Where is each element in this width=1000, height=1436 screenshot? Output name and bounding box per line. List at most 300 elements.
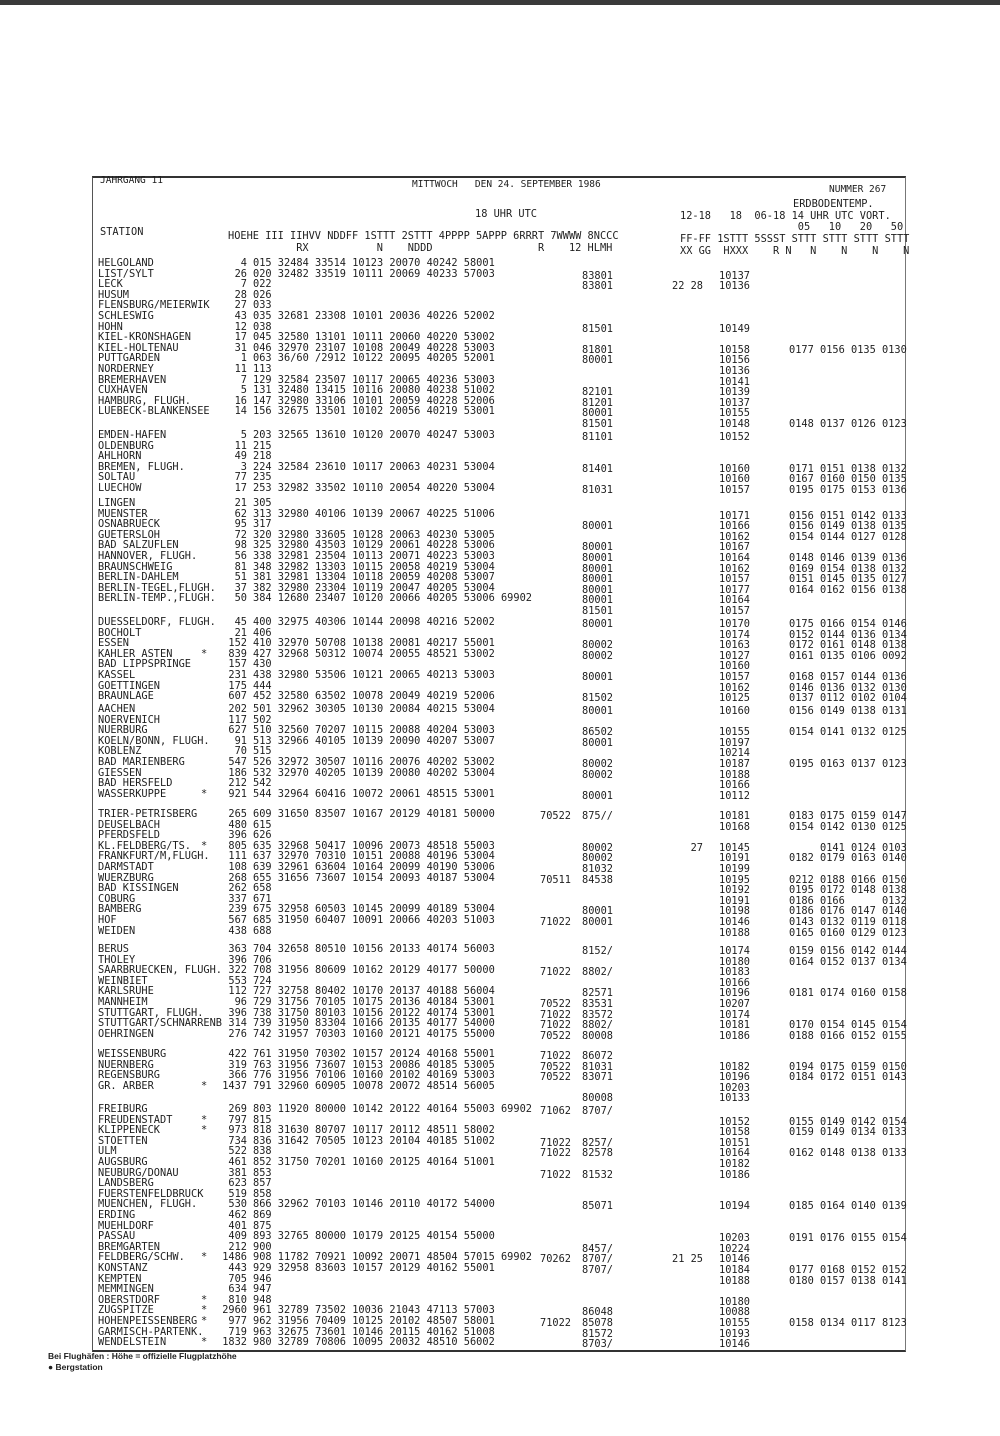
station-name: GUETERSLOH xyxy=(98,528,160,541)
station-name: NOERVENICH xyxy=(98,713,160,726)
station-observation-data: 253 32982 33502 10110 20054 40220 53004 xyxy=(253,482,495,494)
reading-1sttt: 10164 xyxy=(719,552,750,564)
reading-1sttt: 10193 xyxy=(719,1327,750,1340)
station-observation-data: 626 xyxy=(253,829,272,842)
station-name: MUENCHEN, FLUGH. xyxy=(98,1198,198,1211)
reading-1sttt: 10177 xyxy=(719,583,750,596)
station-elevation: 2960 xyxy=(222,1304,247,1317)
reading-8nccc: 8802/ xyxy=(582,966,613,979)
station-elevation: 547 xyxy=(228,756,247,768)
station-observation-data: 836 31642 70505 10123 20104 40185 51002 xyxy=(253,1134,495,1147)
reading-soil-temps: 0195 0175 0153 0136 xyxy=(789,484,907,496)
reading-8nccc: 80001 xyxy=(582,736,613,749)
station-observation-data: 501 32962 30305 10130 20084 40215 53004 xyxy=(253,703,495,715)
station-elevation: 396 xyxy=(228,1006,247,1019)
station-observation-data: 026 xyxy=(253,288,272,301)
reading-1sttt: 10174 xyxy=(719,628,750,641)
reading-8nccc: 8802/ xyxy=(582,1019,613,1032)
reading-1sttt: 10191 xyxy=(719,894,750,907)
reading-7wwww: 71022 xyxy=(540,1050,571,1062)
reading-8nccc: 80002 xyxy=(582,649,613,662)
station-elevation: 443 xyxy=(228,1262,247,1274)
reading-8nccc: 81501 xyxy=(582,605,613,617)
reading-1sttt: 10180 xyxy=(719,1295,750,1308)
reading-soil-temps: 0146 0136 0132 0130 xyxy=(789,681,907,694)
reading-8nccc: 80008 xyxy=(582,1029,613,1042)
station-name: SCHLESWIG xyxy=(98,310,154,322)
station-observation-data: 038 xyxy=(253,320,272,333)
reading-8nccc: 82571 xyxy=(582,987,613,1000)
station-observation-data: 381 32981 13304 10118 20059 40208 53007 xyxy=(253,571,495,584)
station-elevation: 319 xyxy=(228,1058,247,1071)
reading-8nccc: 80002 xyxy=(582,852,613,865)
station-name: OBERSTDORF xyxy=(98,1293,160,1306)
reading-8nccc: 83071 xyxy=(582,1071,613,1084)
station-name: GARMISCH-PARTENK. xyxy=(98,1325,204,1338)
station-name: KASSEL xyxy=(98,669,136,681)
reading-7wwww: 71022 xyxy=(540,1147,571,1160)
station-elevation: 396 xyxy=(228,829,247,842)
station-observation-data: 761 31950 70302 10157 20124 40168 55001 xyxy=(253,1048,495,1060)
station-observation-data: 063 36/60 /2912 10122 20095 40205 52001 xyxy=(253,352,495,365)
reading-1sttt: 10187 xyxy=(719,758,750,770)
reading-1sttt: 10157 xyxy=(719,573,750,586)
reading-soil-temps: 0154 0142 0130 0125 xyxy=(789,820,907,833)
station-name: KL.FELDBERG/TS. xyxy=(98,839,191,852)
reading-1sttt: 10146 xyxy=(719,916,750,928)
station-name: TRIER-PETRISBERG xyxy=(98,808,198,820)
station-name: LUECHOW xyxy=(98,482,142,494)
station-elevation: 21 xyxy=(234,497,247,509)
station-name: BAMBERG xyxy=(98,903,142,916)
station-observation-data: 035 32681 23308 10101 20036 40226 52002 xyxy=(253,310,495,322)
station-name: ERDING xyxy=(98,1209,136,1221)
reading-soil-temps: 0171 0151 0138 0132 xyxy=(789,462,907,475)
reading-soil-temps: 0167 0160 0150 0135 xyxy=(789,473,907,486)
station-elevation: 366 xyxy=(228,1069,247,1082)
station-observation-data: 639 32961 63604 10164 20099 40190 53006 xyxy=(253,861,495,873)
reading-soil-temps: 0180 0157 0138 0141 xyxy=(789,1274,907,1287)
reading-soil-temps: 0156 0149 0138 0135 xyxy=(789,520,907,533)
station-elevation: 5 xyxy=(240,429,247,441)
station-observation-data: 724 xyxy=(253,974,272,987)
volume-label: JAHRGANG 11 xyxy=(100,175,163,186)
station-observation-data: 113 xyxy=(253,363,272,375)
station-name: OLDENBURG xyxy=(98,439,154,452)
issue-number: NUMMER 267 xyxy=(829,184,887,195)
reading-soil-temps: 0164 0162 0156 0138 xyxy=(789,583,907,596)
station-elevation: 522 xyxy=(228,1145,247,1158)
reading-8nccc: 80001 xyxy=(582,583,613,596)
reading-1sttt: 10139 xyxy=(719,386,750,399)
station-observation-data: 022 xyxy=(253,278,272,291)
station-name: LANDSBERG xyxy=(98,1177,154,1190)
station-elevation: 72 xyxy=(234,528,247,541)
reading-wind-gust: 27 xyxy=(672,841,703,854)
station-observation-data: 671 xyxy=(253,892,272,905)
station-name: BERLIN-DAHLEM xyxy=(98,571,179,584)
reading-1sttt: 10174 xyxy=(719,945,750,957)
reading-8nccc: 83572 xyxy=(582,1008,613,1021)
station-name: KONSTANZ xyxy=(98,1262,148,1274)
station-elevation: 623 xyxy=(228,1177,247,1190)
station-elevation: 268 xyxy=(228,871,247,884)
station-elevation: 45 xyxy=(234,616,247,628)
station-name: GIESSEN xyxy=(98,766,142,779)
reading-1sttt: 10160 xyxy=(719,660,750,673)
station-observation-data: 675 32958 60503 10145 20099 40189 53004 xyxy=(253,903,495,916)
reading-1sttt: 10166 xyxy=(719,520,750,533)
station-name: BAD MARIENBERG xyxy=(98,756,185,768)
station-elevation: 530 xyxy=(228,1198,247,1211)
station-observation-data: 947 xyxy=(253,1283,272,1296)
column-codes-line1: HOEHE III IIHVV NDDFF 1STTT 2STTT 4PPPP 5APPP 6RRRT 7WWWW 8NCCC xyxy=(228,230,619,242)
reading-7wwww: 71022 xyxy=(540,1019,571,1032)
station-observation-data: 858 xyxy=(253,1187,272,1200)
station-elevation: 231 xyxy=(228,669,247,681)
station-elevation: 839 xyxy=(228,647,247,660)
station-name: DEUSELBACH xyxy=(98,818,160,831)
station-name: MUEHLDORF xyxy=(98,1219,154,1232)
station-observation-data: 400 32975 40306 10144 20098 40216 52002 xyxy=(253,616,495,628)
station-elevation: 111 xyxy=(228,850,247,863)
reading-soil-temps: 0141 0124 0103 xyxy=(789,841,907,854)
station-observation-data: 869 xyxy=(253,1209,272,1221)
station-observation-data: 635 32968 50417 10096 20073 48518 55003 xyxy=(253,839,495,852)
reading-1sttt: 10163 xyxy=(719,639,750,652)
reading-8nccc: 80008 xyxy=(582,1092,613,1105)
station-observation-data: 406 xyxy=(253,626,272,639)
station-elevation: 17 xyxy=(234,482,247,494)
mountain-station-marker: * xyxy=(201,1315,208,1327)
station-name: LUEBECK-BLANKENSEE xyxy=(98,405,210,418)
station-elevation: 5 xyxy=(240,384,247,397)
station-name: COBURG xyxy=(98,892,136,905)
station-name: REGENSBURG xyxy=(98,1069,160,1082)
station-observation-data: 156 32675 13501 10102 20056 40219 53001 xyxy=(253,405,495,418)
reading-8nccc: 84538 xyxy=(582,873,613,886)
station-elevation: 607 xyxy=(228,690,247,703)
station-observation-data: 513 32966 40105 10139 20090 40207 53007 xyxy=(253,734,495,747)
station-name: KEMPTEN xyxy=(98,1272,142,1285)
reading-1sttt: 10088 xyxy=(719,1306,750,1319)
station-elevation: 49 xyxy=(234,450,247,463)
station-name: AHLHORN xyxy=(98,450,142,463)
station-observation-data: 313 32980 40106 10139 20067 40225 51006 xyxy=(253,507,495,520)
reading-soil-temps: 0165 0160 0129 0123 xyxy=(789,926,907,939)
reading-1sttt: 10156 xyxy=(719,354,750,367)
reading-8nccc: 81201 xyxy=(582,396,613,409)
bulletin-frame xyxy=(92,176,906,1352)
station-observation-data: 515 xyxy=(253,745,272,758)
reading-8nccc: 83801 xyxy=(582,280,613,293)
station-elevation: 70 xyxy=(234,745,247,758)
mountain-station-marker: * xyxy=(201,787,208,800)
reading-soil-temps: 0212 0188 0166 0150 xyxy=(789,873,907,886)
reading-7wwww: 71022 xyxy=(540,1008,571,1021)
reading-8nccc: 81401 xyxy=(582,462,613,475)
station-name: LIST/SYLT xyxy=(98,267,154,280)
reading-1sttt: 10152 xyxy=(719,1115,750,1128)
station-observation-data: 852 31750 70201 10160 20125 40164 51001 xyxy=(253,1156,495,1168)
station-name: BERUS xyxy=(98,943,129,955)
station-elevation: 175 xyxy=(228,679,247,692)
station-elevation: 977 xyxy=(228,1315,247,1327)
reading-8nccc: 81501 xyxy=(582,418,613,430)
reading-1sttt: 10146 xyxy=(719,1338,750,1351)
reading-soil-temps: 0188 0166 0152 0155 xyxy=(789,1029,907,1042)
station-name: MUENSTER xyxy=(98,507,148,520)
reading-1sttt: 10137 xyxy=(719,269,750,282)
reading-soil-temps: 0191 0176 0155 0154 xyxy=(789,1232,907,1245)
station-observation-data: 962 31956 70409 10125 20102 48507 58001 xyxy=(253,1315,495,1327)
station-name: HELGOLAND xyxy=(98,257,154,269)
station-observation-data: 637 32970 70310 10151 20088 40196 53004 xyxy=(253,850,495,863)
reading-8nccc: 8707/ xyxy=(582,1264,613,1276)
station-observation-data: 706 xyxy=(253,953,272,966)
station-elevation: 1 xyxy=(240,352,247,365)
reading-1sttt: 10214 xyxy=(719,747,750,760)
reading-1sttt: 10160 xyxy=(719,705,750,717)
station-observation-data: 338 32981 23504 10113 20071 40223 53003 xyxy=(253,550,495,562)
station-elevation: 37 xyxy=(234,581,247,594)
reading-8nccc: 8703/ xyxy=(582,1338,613,1351)
station-name: HUSUM xyxy=(98,288,129,301)
station-observation-data: 438 32980 53506 10121 20065 40213 53003 xyxy=(253,669,495,681)
station-name: BAD SALZUFLEN xyxy=(98,539,179,552)
mountain-station-marker: * xyxy=(201,1113,208,1126)
station-observation-data: 305 xyxy=(253,497,272,509)
station-observation-data: 838 xyxy=(253,1145,272,1158)
station-elevation: 98 xyxy=(234,539,247,552)
reading-7wwww: 70522 xyxy=(540,810,571,822)
station-observation-data: 410 32970 50708 10138 20081 40217 55001 xyxy=(253,637,495,650)
footnote-airports: Bei Flughäfen : Höhe = offizielle Flugplatzhöhe xyxy=(48,1351,237,1361)
station-observation-data: 727 32758 80402 10170 20137 40188 56004 xyxy=(253,985,495,998)
station-elevation: 797 xyxy=(228,1113,247,1126)
station-name: SOLTAU xyxy=(98,471,136,484)
station-elevation: 921 xyxy=(228,787,247,800)
station-elevation: 152 xyxy=(228,637,247,650)
station-elevation: 56 xyxy=(234,550,247,562)
reading-1sttt: 10166 xyxy=(719,779,750,792)
reading-soil-temps: 0183 0175 0159 0147 xyxy=(789,810,907,822)
reading-8nccc: 80002 xyxy=(582,768,613,781)
station-name: HOHENPEISSENBERG xyxy=(98,1315,198,1327)
station-elevation: 77 xyxy=(234,471,247,484)
station-elevation: 21 xyxy=(234,626,247,639)
reading-8nccc: 80001 xyxy=(582,552,613,564)
station-name: KIEL-HOLTENAU xyxy=(98,341,179,354)
reading-8nccc: 80001 xyxy=(582,705,613,717)
station-observation-data: 015 32484 33514 10123 20070 40242 58001 xyxy=(253,257,495,269)
station-name: PUTTGARDEN xyxy=(98,352,160,365)
reading-7wwww: 71022 xyxy=(540,1317,571,1329)
station-elevation: 314 xyxy=(228,1017,247,1030)
station-name: KOBLENZ xyxy=(98,745,142,758)
station-name: BRAUNSCHWEIG xyxy=(98,560,173,573)
mountain-station-marker: * xyxy=(201,1293,208,1306)
reading-1sttt: 10155 xyxy=(719,407,750,420)
station-observation-data: 742 31957 70303 10160 20121 40175 55000 xyxy=(253,1027,495,1040)
reading-8nccc: 81502 xyxy=(582,692,613,705)
station-elevation: 519 xyxy=(228,1187,247,1200)
station-name: PFERDSFELD xyxy=(98,829,160,842)
reading-1sttt: 10152 xyxy=(719,431,750,443)
reading-8nccc: 80001 xyxy=(582,354,613,367)
station-observation-data: 215 xyxy=(253,439,272,452)
station-name: BERLIN-TEGEL,FLUGH. xyxy=(98,581,216,594)
station-elevation: 50 xyxy=(234,592,247,605)
station-elevation: 1486 xyxy=(222,1251,247,1264)
station-elevation: 322 xyxy=(228,964,247,977)
reading-8nccc: 82578 xyxy=(582,1147,613,1160)
station-elevation: 212 xyxy=(228,777,247,790)
reading-soil-temps: 0186 0166 0132 xyxy=(789,894,907,907)
reading-1sttt: 10181 xyxy=(719,1019,750,1032)
reading-8nccc: 81532 xyxy=(582,1168,613,1181)
station-name: BREMEN, FLUGH. xyxy=(98,460,185,473)
reading-8nccc: 80002 xyxy=(582,639,613,652)
reading-1sttt: 10137 xyxy=(719,396,750,409)
reading-soil-temps: 0195 0172 0148 0138 xyxy=(789,884,907,897)
station-name: KIEL-KRONSHAGEN xyxy=(98,331,191,344)
reading-1sttt: 10157 xyxy=(719,605,750,617)
reading-1sttt: 10158 xyxy=(719,343,750,356)
reading-soil-temps: 0152 0144 0136 0134 xyxy=(789,628,907,641)
station-name: HAMBURG, FLUGH. xyxy=(98,394,191,407)
station-observation-data: 739 31950 83304 10166 20135 40177 54000 xyxy=(253,1017,495,1030)
reading-1sttt: 10164 xyxy=(719,1147,750,1160)
reading-8nccc: 81572 xyxy=(582,1327,613,1340)
mountain-station-marker: * xyxy=(201,1304,208,1317)
station-elevation: 567 xyxy=(228,914,247,926)
reading-soil-temps: 0168 0157 0144 0136 xyxy=(789,671,907,683)
reading-1sttt: 10136 xyxy=(719,365,750,377)
mountain-station-marker: * xyxy=(201,647,208,660)
station-observation-data: 929 32958 83603 10157 20129 40162 55001 xyxy=(253,1262,495,1274)
station-name: GOETTINGEN xyxy=(98,679,160,692)
reading-8nccc: 86072 xyxy=(582,1050,613,1062)
mountain-station-marker: * xyxy=(201,1079,208,1092)
right-header-line4: XX GG HXXX R N N N N N xyxy=(680,245,910,257)
station-observation-data: 980 32789 70806 10095 20032 48510 56002 xyxy=(253,1336,495,1349)
station-name: OEHRINGEN xyxy=(98,1027,154,1040)
station-name: FELDBERG/SCHW. xyxy=(98,1251,185,1264)
station-name: NUERBURG xyxy=(98,724,148,737)
station-name: NUERNBERG xyxy=(98,1058,154,1071)
mountain-station-marker: * xyxy=(201,1124,208,1137)
reading-1sttt: 10181 xyxy=(719,810,750,822)
reading-7wwww: 70522 xyxy=(540,1029,571,1042)
station-observation-data: 963 32675 73601 10146 20115 40162 51008 xyxy=(253,1325,495,1338)
station-name: FLENSBURG/MEIERWIK xyxy=(98,299,210,312)
reading-soil-temps: 0194 0175 0159 0150 xyxy=(789,1060,907,1073)
reading-7wwww: 70511 xyxy=(540,873,571,886)
station-elevation: 95 xyxy=(234,518,247,531)
reading-1sttt: 10198 xyxy=(719,905,750,918)
station-name: NEUBURG/DONAU xyxy=(98,1166,179,1179)
reading-1sttt: 10199 xyxy=(719,863,750,875)
reading-1sttt: 10162 xyxy=(719,681,750,694)
station-observation-data: 320 32980 33605 10128 20063 40230 53005 xyxy=(253,528,495,541)
right-header-line3: FF-FF 1STTT 5SSST STTT STTT STTT STTT xyxy=(680,233,910,245)
station-elevation: 7 xyxy=(240,373,247,386)
station-name: FREIBURG xyxy=(98,1103,148,1115)
station-name: AUGSBURG xyxy=(98,1156,148,1168)
station-elevation: 11 xyxy=(234,363,247,375)
station-name: FREUDENSTADT xyxy=(98,1113,173,1126)
station-observation-data: 738 31750 80103 10156 20122 40174 53001 xyxy=(253,1006,495,1019)
station-elevation: 3 xyxy=(240,460,247,473)
station-name: STUTTGART/SCHNARRENB xyxy=(98,1017,222,1030)
reading-7wwww: 70262 xyxy=(540,1253,571,1266)
station-observation-data: 384 12680 23407 10120 20066 40205 53006 69902 xyxy=(253,592,532,605)
reading-8nccc: 81801 xyxy=(582,343,613,356)
reading-1sttt: 10182 xyxy=(719,1158,750,1170)
reading-7wwww: 71022 xyxy=(540,1136,571,1149)
reading-1sttt: 10196 xyxy=(719,987,750,1000)
station-name: WEISSENBURG xyxy=(98,1048,167,1060)
station-elevation: 265 xyxy=(228,808,247,820)
station-name: ESSEN xyxy=(98,637,129,650)
station-observation-data: 532 32970 40205 10139 20080 40202 53004 xyxy=(253,766,495,779)
reading-7wwww: 71062 xyxy=(540,1105,571,1117)
station-elevation: 462 xyxy=(228,1209,247,1221)
reading-soil-temps: 0185 0164 0140 0139 xyxy=(789,1200,907,1213)
reading-8nccc: 81101 xyxy=(582,431,613,443)
station-elevation: 396 xyxy=(228,953,247,966)
reading-1sttt: 10188 xyxy=(719,768,750,781)
reading-8nccc: 8457/ xyxy=(582,1242,613,1255)
station-elevation: 31 xyxy=(234,341,247,354)
reading-8nccc: 80001 xyxy=(582,573,613,586)
station-elevation: 422 xyxy=(228,1048,247,1060)
reading-1sttt: 10224 xyxy=(719,1242,750,1255)
reading-8nccc: 81032 xyxy=(582,863,613,875)
station-elevation: 26 xyxy=(234,267,247,280)
station-elevation: 27 xyxy=(234,299,247,312)
reading-8nccc: 81501 xyxy=(582,322,613,335)
station-observation-data: 348 32982 13303 10115 20058 40219 53004 xyxy=(253,560,495,573)
reading-soil-temps: 0159 0156 0142 0144 xyxy=(789,945,907,957)
reading-7wwww: 70522 xyxy=(540,1060,571,1073)
station-name: BOCHOLT xyxy=(98,626,142,639)
station-observation-data: 704 32658 80510 10156 20133 40174 56003 xyxy=(253,943,495,955)
station-elevation: 262 xyxy=(228,882,247,895)
reading-1sttt: 10155 xyxy=(719,726,750,739)
reading-1sttt: 10160 xyxy=(719,473,750,486)
soil-temp-header: ERDBODENTEMP. xyxy=(793,198,874,210)
reading-1sttt: 10149 xyxy=(719,322,750,335)
station-observation-data: 708 31956 80609 10162 20129 40177 50000 xyxy=(253,964,495,977)
station-name: BAD HERSFELD xyxy=(98,777,173,790)
station-name: DARMSTADT xyxy=(98,861,154,873)
reading-1sttt: 10188 xyxy=(719,926,750,939)
reading-1sttt: 10141 xyxy=(719,375,750,388)
reading-wind-gust: 22 28 xyxy=(672,280,703,293)
station-observation-data: 131 32480 13415 10116 20080 40238 51002 xyxy=(253,384,495,397)
station-observation-data: 317 xyxy=(253,518,272,531)
station-name: HANNOVER, FLUGH. xyxy=(98,550,198,562)
station-elevation: 1437 xyxy=(222,1079,247,1092)
station-observation-data: 382 32980 23304 10119 20047 40205 53004 xyxy=(253,581,495,594)
station-elevation: 4 xyxy=(240,257,247,269)
reading-soil-temps: 0155 0149 0142 0154 xyxy=(789,1115,907,1128)
station-name: THOLEY xyxy=(98,953,136,966)
station-name: HOHN xyxy=(98,320,123,333)
station-observation-data: 655 31656 73607 10154 20093 40187 53004 xyxy=(253,871,495,884)
